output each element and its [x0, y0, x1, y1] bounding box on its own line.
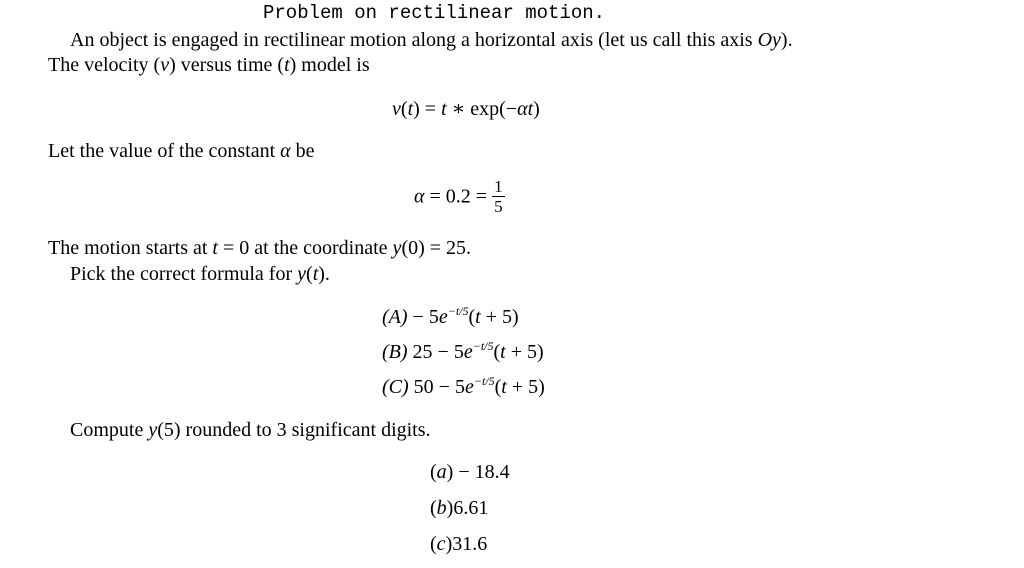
compute-text: Compute y(5) rounded to 3 significant digits. [70, 419, 431, 441]
alpha-equation: α = 0.2 = $\frac{1}{5}$ [414, 177, 503, 216]
intro-line-2: The velocity (v) versus time (t) model is [48, 54, 370, 76]
intro-line-1: An object is engaged in rectilinear motion along a horizontal axis (let us call this axis Oy). [70, 29, 793, 51]
start-text: The motion starts at t = 0 at the coordinate y(0) = 25. [48, 237, 472, 259]
formula-option-c: (C) $50 - 5e^{-t/5}(t + 5)$ [382, 374, 545, 398]
constant-text: Let the value of the constant α be [48, 140, 315, 162]
page-title: Problem on rectilinear motion. [263, 2, 606, 24]
value-option-b: (b)6.61 [430, 497, 489, 519]
formula-option-b: (B) $25 - 5e^{-t/5}(t + 5)$ [382, 339, 544, 363]
formula-option-a: $(A) - 5e^{-t/5}(t + 5)$ [382, 304, 519, 328]
velocity-equation: v(t) = t ∗ exp(−αt) [392, 98, 540, 120]
value-option-c: (c)31.6 [430, 533, 488, 555]
value-option-a: (a) − 18.4 [430, 461, 510, 483]
pick-text: Pick the correct formula for y(t). [70, 263, 330, 285]
fraction: $\frac{1}{5}$ [494, 177, 503, 216]
